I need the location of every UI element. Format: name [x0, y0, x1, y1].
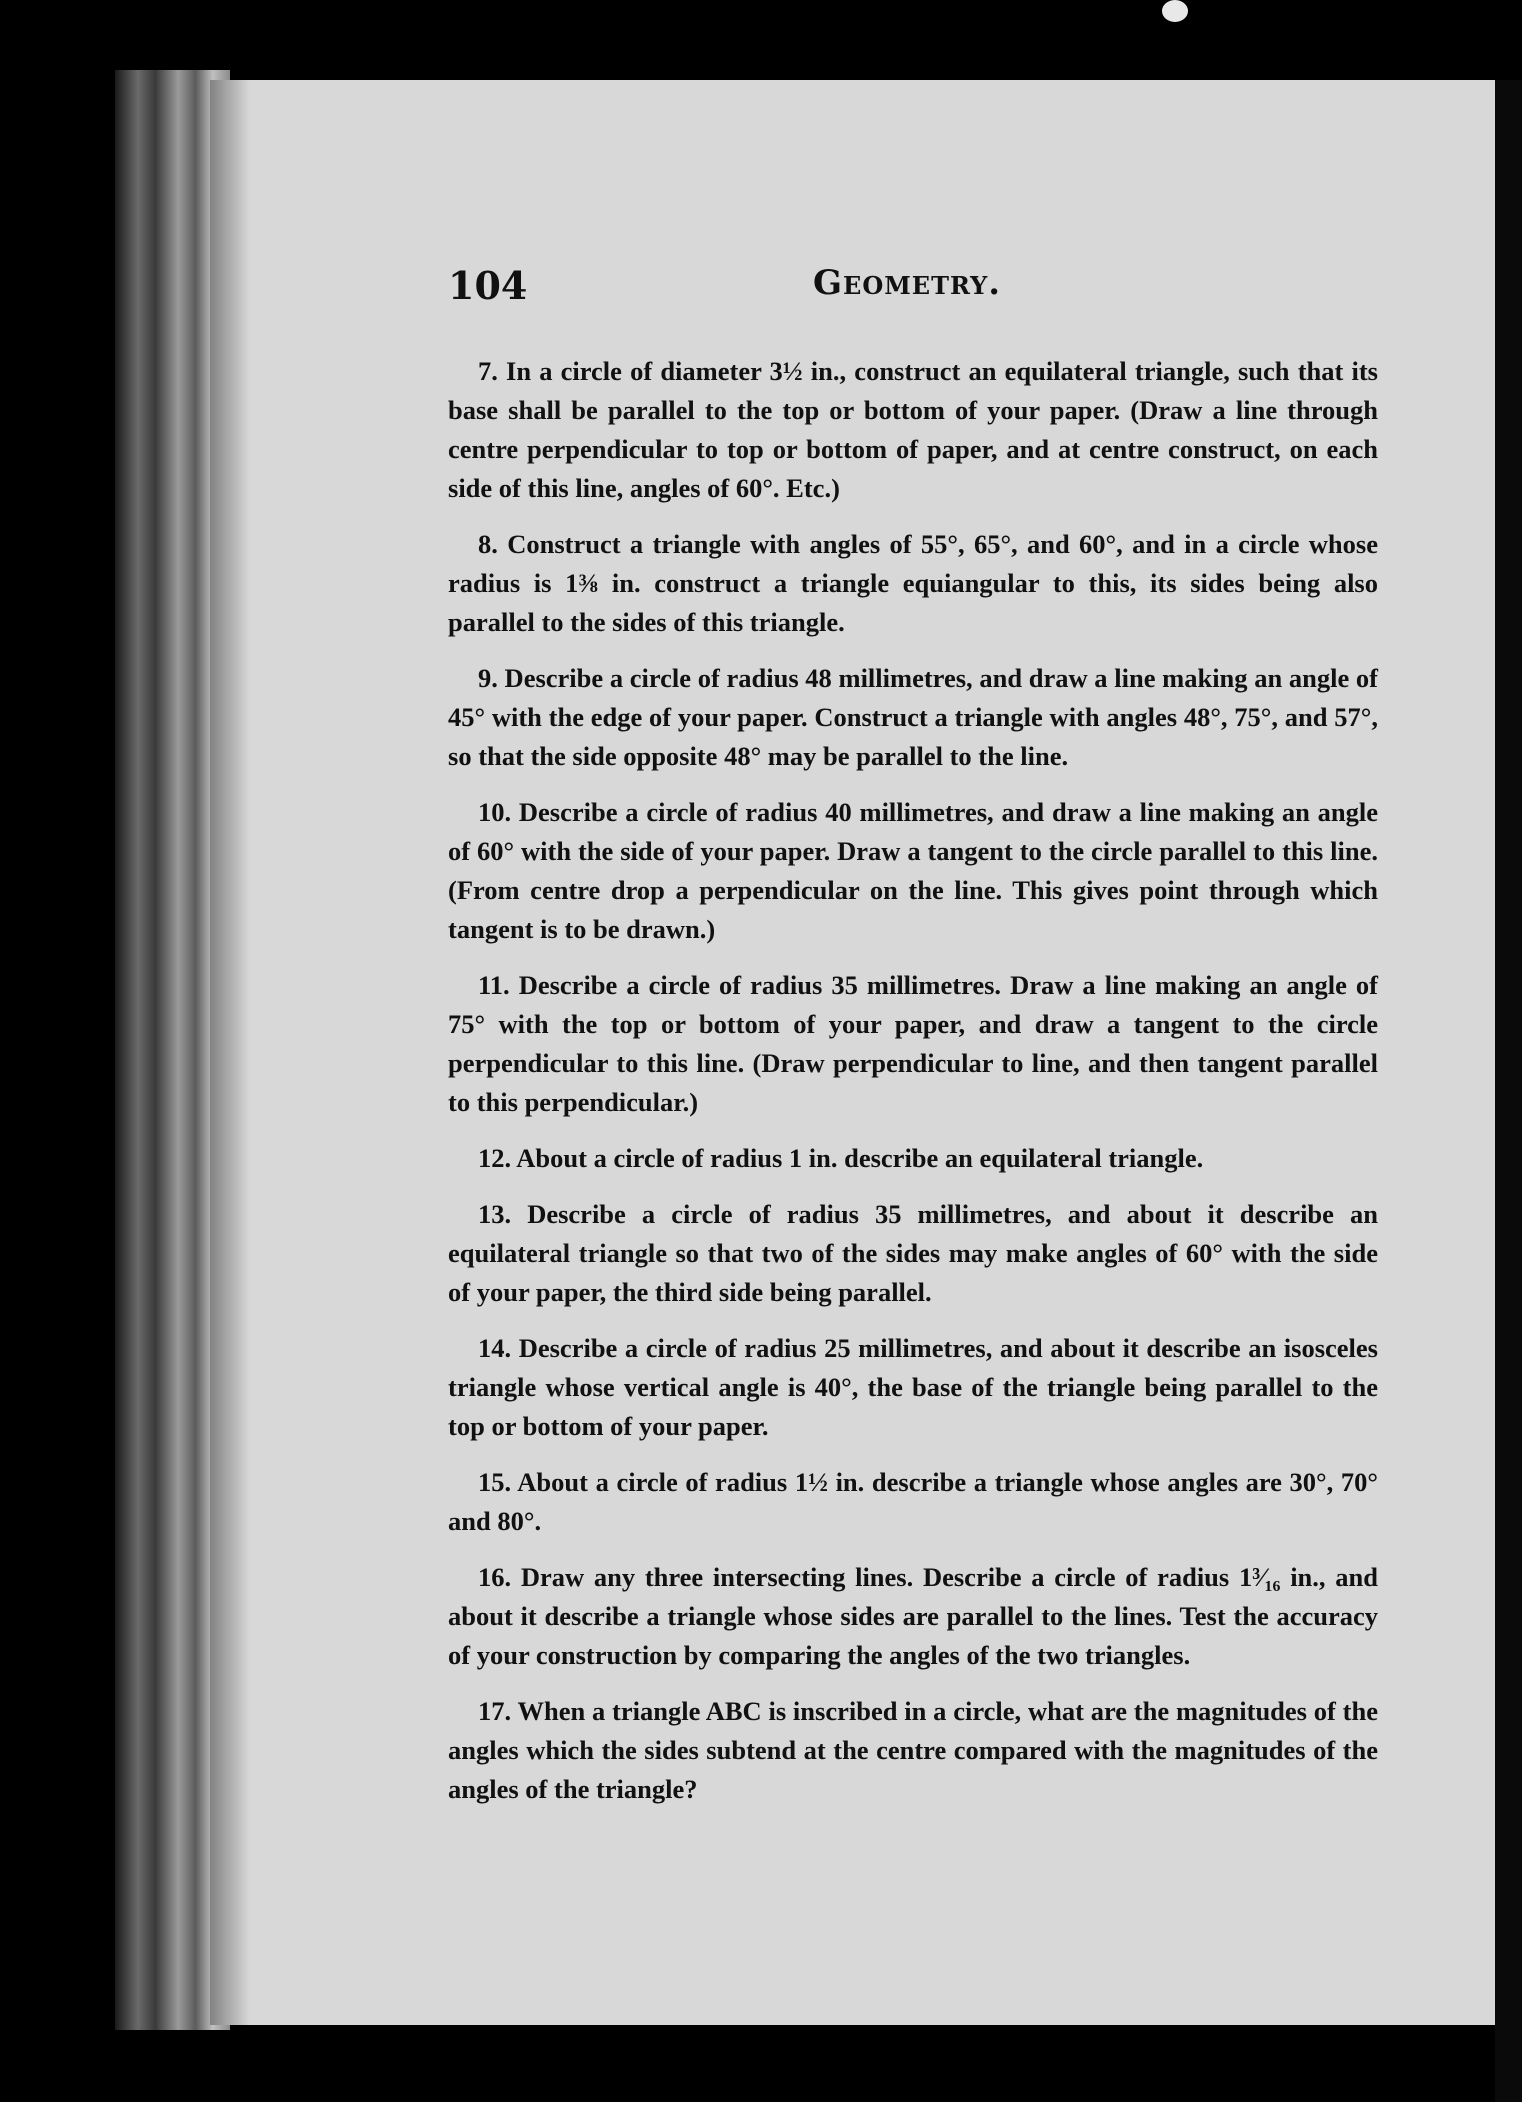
exercise-16: 16. Draw any three intersecting lines. Describe a circle of radius 1³⁄₁₆ in., and about it describe a triangle whose sides are parallel to the lines. Test the accuracy of your construction by comparing the angles of the two triangles.	[448, 1562, 1378, 1670]
exercise-9: 9. Describe a circle of radius 48 millimetres, and draw a line making an angle of 45° with the edge of your paper. Construct a triangle with angles 48°, 75°, and 57°, so that the side opposite 48° may be parallel to the line.	[448, 663, 1378, 771]
spine-shadow	[210, 80, 250, 2025]
exercise-17: 17. When a triangle ABC is inscribed in a circle, what are the magnitudes of the angles which the sides subtend at the centre compared with the magnitudes of the angles of the triangle?	[448, 1696, 1378, 1804]
exercise-15: 15. About a circle of radius 1½ in. describe a triangle whose angles are 30°, 70° and 80°.	[448, 1467, 1378, 1536]
exercise-14: 14. Describe a circle of radius 25 millimetres, and about it describe an isosceles triangle whose vertical angle is 40°, the base of the triangle being parallel to the top or bottom of your paper.	[448, 1333, 1378, 1441]
scan-right-border	[1495, 80, 1522, 2102]
exercise-7: 7. In a circle of diameter 3½ in., construct an equilateral triangle, such that its base shall be parallel to the top or bottom of your paper. (Draw a line through centre perpendicular to top or bottom of paper, and at centre construct, on each side of this line, angles of 60°. Etc.)	[448, 356, 1378, 503]
exercise-10: 10. Describe a circle of radius 40 millimetres, and draw a line making an angle of 60° with the side of your paper. Draw a tangent to the circle parallel to this line. (From centre drop a perpendicular on the line. This gives point through which tangent is to be drawn.)	[448, 797, 1378, 944]
running-title: Geometry.	[813, 263, 1002, 303]
scan-mark	[1162, 0, 1188, 22]
exercise-11: 11. Describe a circle of radius 35 millimetres. Draw a line making an angle of 75° with the top or bottom of your paper, and draw a tangent to the circle perpendicular to this line. (Draw perpendicular to line, and then tangent parallel to this perpendicular.)	[448, 970, 1378, 1117]
page-header	[448, 263, 1398, 323]
exercise-list	[448, 352, 1378, 1826]
exercise-12: 12. About a circle of radius 1 in. describe an equilateral triangle.	[478, 1143, 1204, 1173]
exercise-8: 8. Construct a triangle with angles of 55°, 65°, and 60°, and in a circle whose radius is 1⅜ in. construct a triangle equiangular to this, its sides being also parallel to the sides of this triangle.	[448, 529, 1378, 637]
page-number: 104	[448, 263, 528, 308]
exercise-13: 13. Describe a circle of radius 35 millimetres, and about it describe an equilateral triangle so that two of the sides may make angles of 60° with the side of your paper, the third side being parallel.	[448, 1199, 1378, 1307]
